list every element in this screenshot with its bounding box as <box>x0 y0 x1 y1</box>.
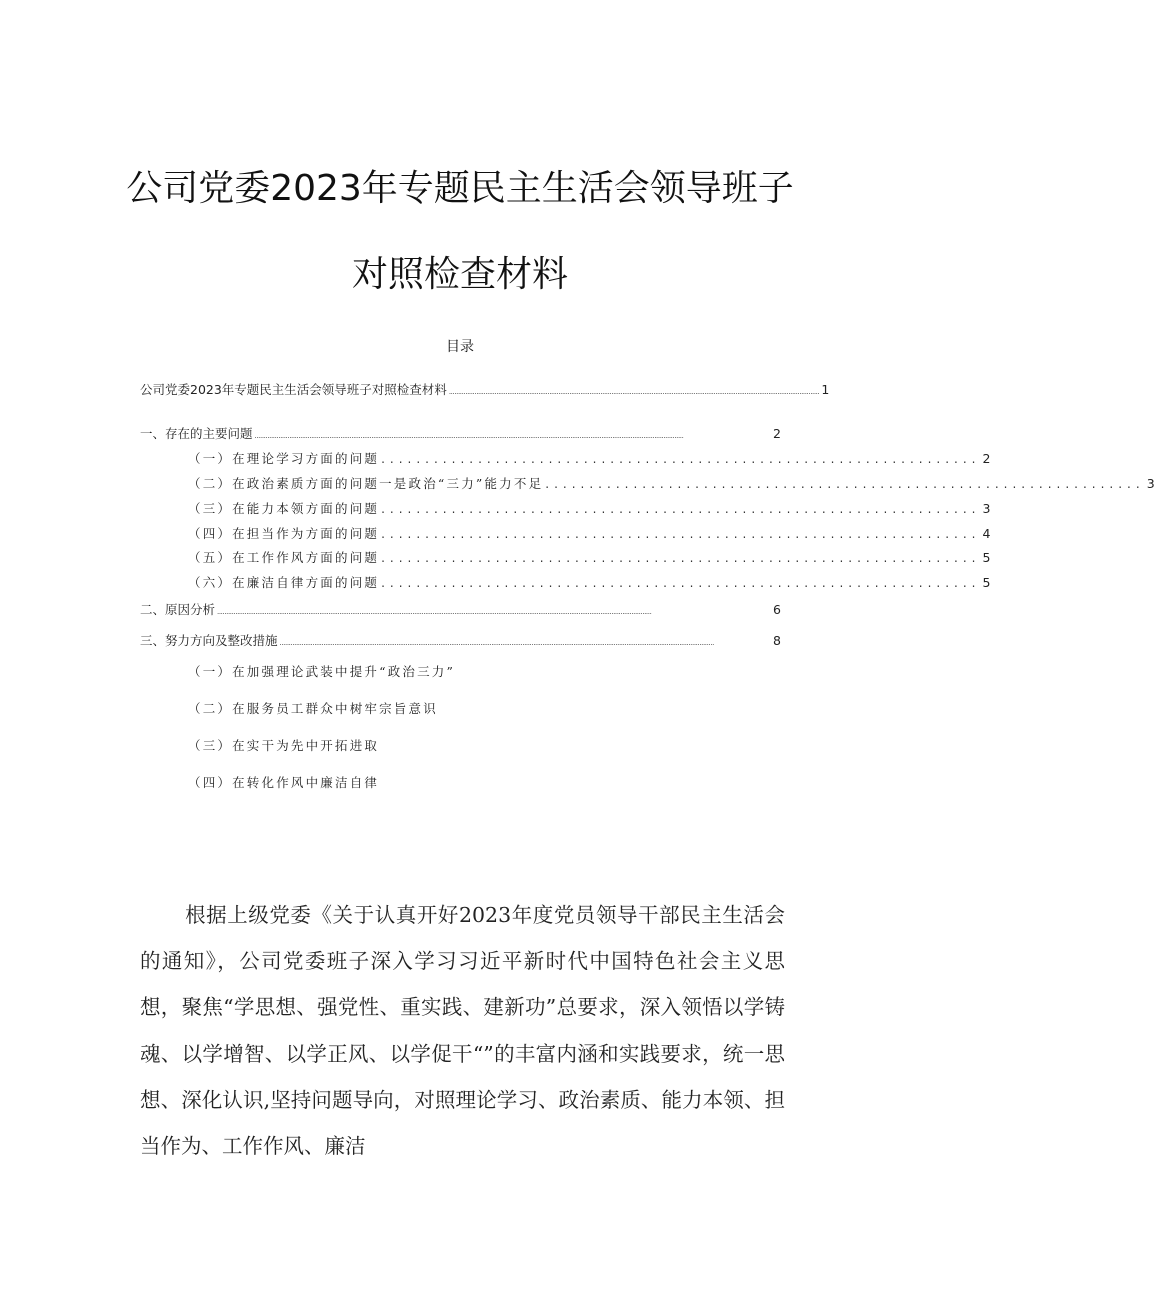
toc-entry-page: 4 <box>982 526 991 541</box>
toc-entry-page: 5 <box>982 550 991 565</box>
toc-entry[interactable] <box>140 424 781 442</box>
toc-entry-label: （二）在政治素质方面的问题一是政治“三力”能力不足 <box>188 476 544 491</box>
toc-leader: .................................................................... <box>381 576 981 590</box>
toc-leader: .................................................................... <box>381 502 981 516</box>
toc-leader: ........................................................................................................................................................................................................... <box>448 388 820 396</box>
toc-subitem[interactable]: （四）在转化作风中廉洁自律 <box>188 775 380 790</box>
document-title-line-1: 公司党委2023年专题民主生活会领导班子 <box>126 168 794 209</box>
toc-leader: ........................................................................................................................................................................................................................................... <box>254 432 684 440</box>
toc-entry-page: 3 <box>982 501 991 516</box>
toc-entry-page: 6 <box>773 602 781 617</box>
toc-leader: .............................................................................................................................................................................................................................................. <box>217 608 652 616</box>
toc-subitem[interactable]: （三）在实干为先中开拓进取 <box>188 738 380 753</box>
toc-entry-page: 5 <box>982 575 991 590</box>
toc-entry-page: 3 <box>1146 476 1155 491</box>
toc-subitem[interactable]: （二）在服务员工群众中树牢宗旨意识 <box>188 701 438 716</box>
toc-entry-label: 公司党委2023年专题民主生活会领导班子对照检查材料 <box>140 382 447 397</box>
toc-entry-label: （六）在廉洁自律方面的问题 <box>188 575 380 590</box>
toc-entry-label: 三、努力方向及整改措施 <box>140 633 278 648</box>
toc-entry[interactable] <box>140 600 781 618</box>
toc-subitem[interactable]: （一）在加强理论武装中提升“政治三力” <box>188 664 456 679</box>
toc-entry-label: 一、存在的主要问题 <box>140 426 253 441</box>
toc-entry-label: （四）在担当作为方面的问题 <box>188 526 380 541</box>
document-title-line-2: 对照检查材料 <box>351 254 568 295</box>
toc-leader: .................................................................... <box>545 477 1145 491</box>
toc-leader: .................................................................... <box>381 551 981 565</box>
toc-entry-page: 1 <box>821 382 830 397</box>
toc-entry-label: （三）在能力本领方面的问题 <box>188 501 380 516</box>
toc-entry-page: 8 <box>773 633 781 648</box>
toc-entry[interactable] <box>140 380 830 398</box>
toc-entry-label: 二、原因分析 <box>140 602 216 617</box>
toc-entry-page: 2 <box>982 451 991 466</box>
toc-entry[interactable] <box>188 499 991 517</box>
toc-entry-page: 2 <box>773 426 781 441</box>
toc-entry[interactable] <box>188 524 991 542</box>
toc-leader: .................................................................... <box>381 452 981 466</box>
toc-entry[interactable] <box>188 449 991 467</box>
toc-entry[interactable] <box>188 474 1155 492</box>
toc-entry[interactable] <box>188 573 991 591</box>
toc-heading: 目录 <box>446 339 474 355</box>
body-paragraph: 根据上级党委《关于认真开好2023年度党员领导干部民主生活会的通知》，公司党委班子深入学习习近平新时代中国特色社会主义思想，聚焦“学思想、强党性、重实践、建新功”总要求，深入领悟以学铸魂、以学增智、以学正风、以学促干“”的丰富内涵和实践要求，统一思想、深化认识,坚持问题导向，对照理论学习、政治素质、能力本领、担当作为、工作作风、廉洁 <box>140 903 785 1159</box>
toc-entry[interactable] <box>140 631 781 649</box>
toc-entry[interactable] <box>188 548 991 566</box>
toc-leader: .............................................................................................................................................................................................................................................. <box>279 639 714 647</box>
toc-leader: .................................................................... <box>381 527 981 541</box>
toc-entry-label: （一）在理论学习方面的问题 <box>188 451 380 466</box>
toc-entry-label: （五）在工作作风方面的问题 <box>188 550 380 565</box>
